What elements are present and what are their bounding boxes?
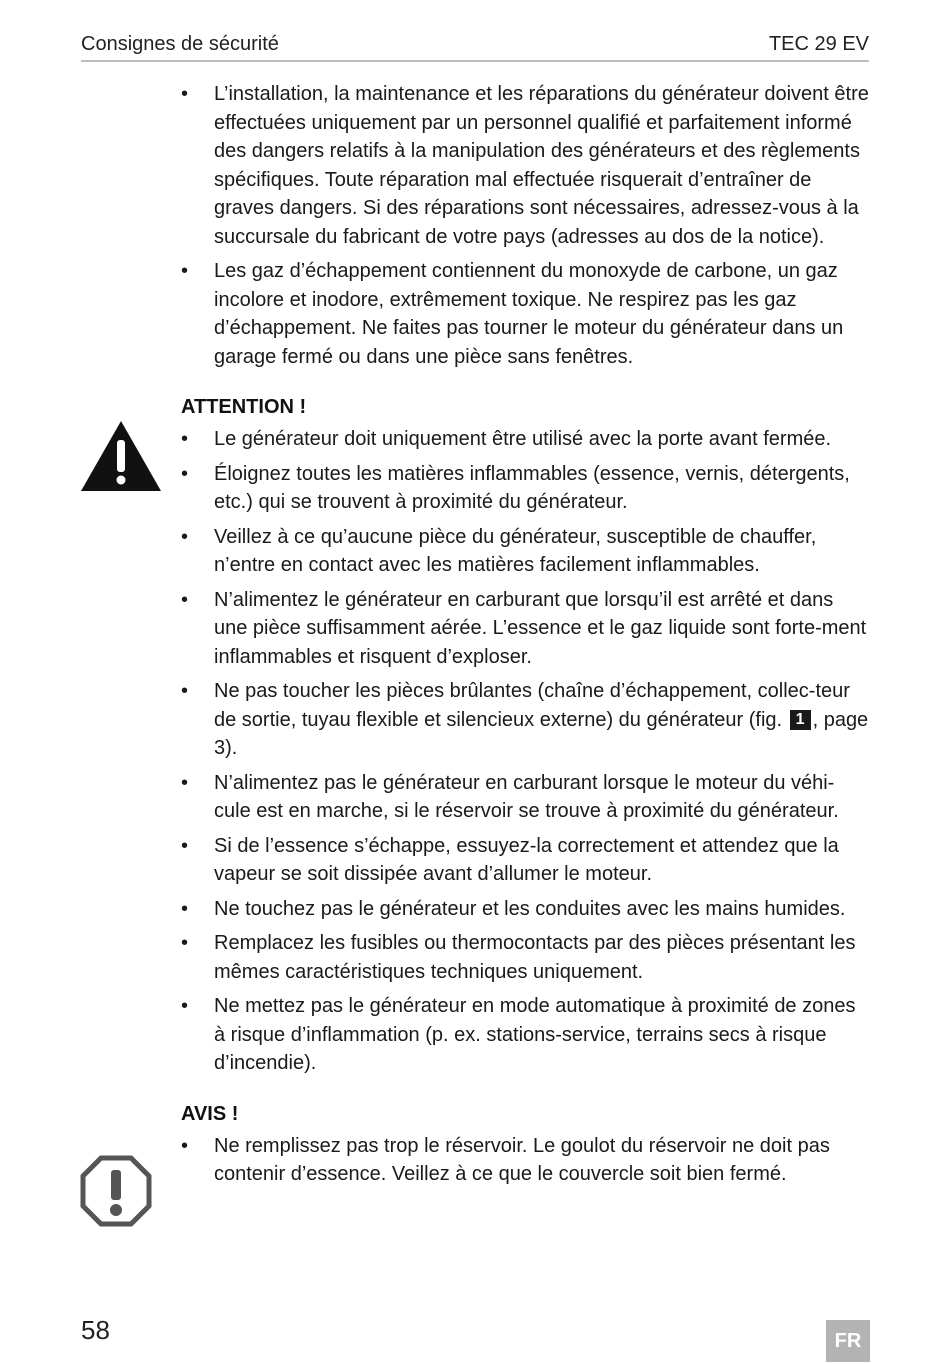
figure-reference-badge: 1	[790, 710, 811, 730]
bullet-icon: •	[181, 260, 189, 282]
notice-octagon-icon	[80, 1155, 152, 1227]
page-content	[181, 80, 871, 1195]
page-number: 58	[81, 1315, 110, 1345]
list-item: • Veillez à ce qu’aucune pièce du générateur, susceptible de chauffer, n’entre en contact avec les matières facilement inflammables.	[181, 523, 871, 580]
list-item: • Ne touchez pas le générateur et les conduites avec les mains humides.	[181, 895, 871, 924]
list-item: • Le générateur doit uniquement être utilisé avec la porte avant fermée.	[181, 425, 871, 454]
bullet-icon: •	[181, 83, 189, 105]
bullet-icon: •	[181, 995, 189, 1017]
language-badge: FR	[826, 1320, 870, 1362]
list-item: • Ne mettez pas le générateur en mode automatique à proximité de zones à risque d’inflammation (p. ex. stations-service, terrains secs à risque d’incendie).	[181, 992, 871, 1078]
bullet-icon: •	[181, 1134, 189, 1157]
list-item: • N’alimentez pas le générateur en carburant lorsque le moteur du véhi-cule est en marche, si le réservoir se trouve à proximité du générateur.	[181, 769, 871, 826]
bullet-icon: •	[181, 932, 189, 954]
bullet-icon: •	[181, 680, 189, 702]
bullet-icon: •	[181, 834, 189, 857]
bullet-icon: •	[181, 462, 189, 485]
section-title: Consignes de sécurité	[81, 33, 279, 55]
notice-heading: AVIS !	[181, 1102, 239, 1125]
attention-list	[181, 425, 871, 1078]
list-item: • Si de l’essence s’échappe, essuyez-la correctement et attendez que la vapeur se soit dissipée avant d’allumer le moteur.	[181, 832, 871, 889]
list-item: • Ne remplissez pas trop le réservoir. Le goulot du réservoir ne doit pas contenir d’essence. Veillez à ce que le couvercle soit bien fermé.	[181, 1132, 871, 1189]
list-item: • L’installation, la maintenance et les réparations du générateur doivent être effectuées uniquement par un personnel qualifié et parfaitement informé des dangers relatifs à la manipulation des générateurs et des règlements spécifiques. Toute réparation mal effectuée risquerait d’entraîner de graves dangers. Si des réparations sont nécessaires, adressez-vous à la succursale du fabricant de votre pays (adresses au dos de la notice).	[181, 80, 871, 251]
intro-list	[181, 80, 871, 371]
bullet-icon: •	[181, 428, 189, 450]
bullet-icon: •	[181, 525, 189, 548]
list-item: • N’alimentez le générateur en carburant que lorsqu’il est arrêté et dans une pièce suffisamment aérée. L’essence et le gaz liquide sont forte-ment inflammables et risquent d’exploser.	[181, 586, 871, 672]
list-item: • Les gaz d’échappement contiennent du monoxyde de carbone, un gaz incolore et inodore, extrêmement toxique. Ne respirez pas les gaz d’échappement. Ne faites pas tourner le moteur du générateur dans un garage fermé ou dans une pièce sans fenêtres.	[181, 257, 871, 371]
attention-heading: ATTENTION !	[181, 396, 307, 418]
page-header	[81, 32, 869, 62]
list-item: • Ne pas toucher les pièces brûlantes (chaîne d’échappement, collec-teur de sortie, tuyau flexible et silencieux externe) du générateur (fig. 1 , page 3).	[181, 677, 871, 763]
list-item: • Éloignez toutes les matières inflammables (essence, vernis, détergents, etc.) qui se trouvent à proximité du générateur.	[181, 460, 871, 517]
bullet-icon: •	[181, 771, 189, 794]
model-name: TEC 29 EV	[768, 33, 869, 55]
warning-triangle-icon	[80, 420, 162, 492]
notice-list	[181, 1132, 871, 1189]
bullet-icon: •	[181, 897, 189, 920]
bullet-icon: •	[181, 588, 189, 611]
list-item: • Remplacez les fusibles ou thermocontacts par des pièces présentant les mêmes caractéristiques techniques uniquement.	[181, 929, 871, 986]
